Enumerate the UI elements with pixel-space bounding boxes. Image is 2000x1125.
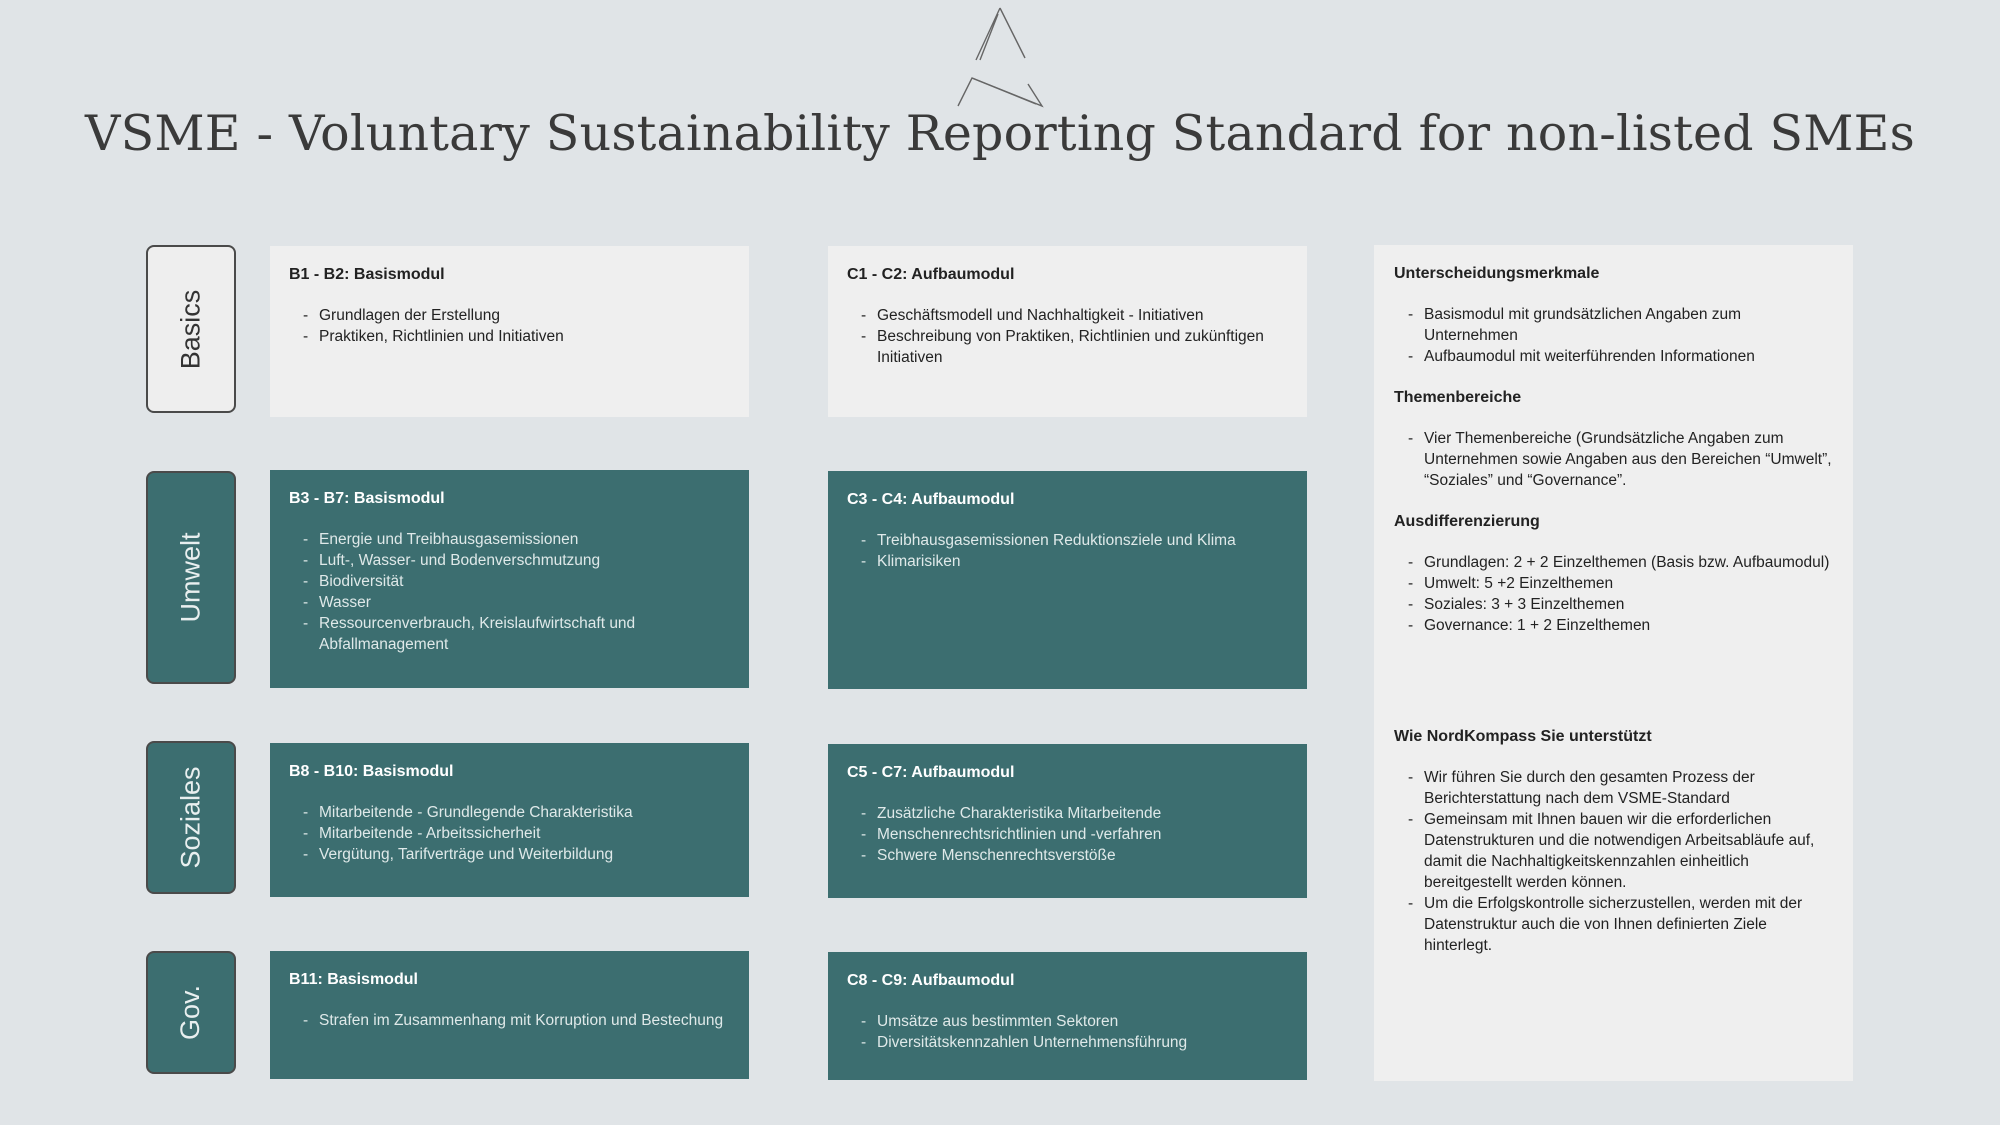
list-item: - Diversitätskennzahlen Unternehmensführung bbox=[861, 1032, 1287, 1053]
basis-card-umwelt bbox=[270, 470, 749, 688]
spacer bbox=[1394, 657, 1833, 727]
list-item: - Geschäftsmodell und Nachhaltigkeit - Initiativen bbox=[861, 305, 1287, 326]
list-item: - Energie und Treibhausgasemissionen bbox=[303, 529, 729, 550]
row-label-text: Basics bbox=[175, 289, 206, 369]
list-item: - Vergütung, Tarifverträge und Weiterbildung bbox=[303, 844, 729, 865]
row-label-soziales bbox=[146, 741, 236, 894]
basis-card-gov bbox=[270, 951, 749, 1079]
section-heading-nordkompass: Wie NordKompass Sie unterstützt bbox=[1394, 728, 1652, 745]
card-title: B1 - B2: Basismodul bbox=[289, 266, 445, 283]
section-list bbox=[1394, 552, 1833, 636]
card-list bbox=[289, 802, 729, 865]
card-title: C1 - C2: Aufbaumodul bbox=[847, 266, 1015, 283]
list-item: - Aufbaumodul mit weiterführenden Informationen bbox=[1408, 346, 1833, 367]
section-list bbox=[1394, 767, 1833, 956]
list-item: - Ressourcenverbrauch, Kreislaufwirtschaft und Abfallmanagement bbox=[303, 613, 729, 655]
list-item: - Klimarisiken bbox=[861, 551, 1287, 572]
aufbau-card-umwelt bbox=[828, 471, 1307, 689]
card-list bbox=[289, 529, 729, 655]
compass-logo-icon bbox=[950, 4, 1050, 110]
card-title: B11: Basismodul bbox=[289, 971, 418, 988]
list-item: - Basismodul mit grundsätzlichen Angaben zum Unternehmen bbox=[1408, 304, 1833, 346]
section-list bbox=[1394, 428, 1833, 491]
card-title: C3 - C4: Aufbaumodul bbox=[847, 491, 1015, 508]
card-list bbox=[847, 1011, 1287, 1053]
list-item: - Vier Themenbereiche (Grundsätzliche Angaben zum Unternehmen sowie Angaben aus den Bereichen “Umwelt”, “Soziales” und “Governance”. bbox=[1408, 428, 1833, 491]
list-item: - Wir führen Sie durch den gesamten Prozess der Berichterstattung nach dem VSME-Standard bbox=[1408, 767, 1833, 809]
aufbau-card-gov bbox=[828, 952, 1307, 1080]
list-item: - Soziales: 3 + 3 Einzelthemen bbox=[1408, 594, 1833, 615]
list-item: - Gemeinsam mit Ihnen bauen wir die erforderlichen Datenstrukturen und die notwendigen Arbeitsabläufe auf, damit die Nachhaltigkeitskennzahlen einheitlich bereitgestellt werden können. bbox=[1408, 809, 1833, 893]
section-heading-themenbereiche: Themenbereiche bbox=[1394, 389, 1522, 406]
row-label-text: Soziales bbox=[175, 766, 206, 869]
list-item: - Mitarbeitende - Arbeitssicherheit bbox=[303, 823, 729, 844]
row-label-basics bbox=[146, 245, 236, 413]
list-item: - Luft-, Wasser- und Bodenverschmutzung bbox=[303, 550, 729, 571]
list-item: - Biodiversität bbox=[303, 571, 729, 592]
list-item: - Zusätzliche Charakteristika Mitarbeitende bbox=[861, 803, 1287, 824]
card-title: B3 - B7: Basismodul bbox=[289, 490, 445, 507]
card-list bbox=[847, 530, 1287, 572]
card-title: C8 - C9: Aufbaumodul bbox=[847, 972, 1015, 989]
list-item: - Menschenrechtsrichtlinien und -verfahren bbox=[861, 824, 1287, 845]
list-item: - Wasser bbox=[303, 592, 729, 613]
section-list bbox=[1394, 304, 1833, 367]
list-item: - Schwere Menschenrechtsverstöße bbox=[861, 845, 1287, 866]
card-list bbox=[847, 803, 1287, 866]
list-item: - Beschreibung von Praktiken, Richtlinien und zukünftigen Initiativen bbox=[861, 326, 1287, 368]
list-item: - Governance: 1 + 2 Einzelthemen bbox=[1408, 615, 1833, 636]
list-item: - Umsätze aus bestimmten Sektoren bbox=[861, 1011, 1287, 1032]
list-item: - Grundlagen: 2 + 2 Einzelthemen (Basis bzw. Aufbaumodul) bbox=[1408, 552, 1833, 573]
section-heading-ausdifferenzierung: Ausdifferenzierung bbox=[1394, 513, 1540, 530]
list-item: - Treibhausgasemissionen Reduktionsziele und Klima bbox=[861, 530, 1287, 551]
list-item: - Umwelt: 5 +2 Einzelthemen bbox=[1408, 573, 1833, 594]
list-item: - Praktiken, Richtlinien und Initiativen bbox=[303, 326, 729, 347]
page-title: VSME - Voluntary Sustainability Reporting Standard for non-listed SMEs bbox=[85, 105, 1915, 162]
list-item: - Mitarbeitende - Grundlegende Charakteristika bbox=[303, 802, 729, 823]
card-title: C5 - C7: Aufbaumodul bbox=[847, 764, 1015, 781]
card-title: B8 - B10: Basismodul bbox=[289, 763, 454, 780]
section-heading-unterscheidungsmerkmale: Unterscheidungsmerkmale bbox=[1394, 265, 1600, 282]
card-list bbox=[289, 1010, 729, 1031]
row-label-text: Gov. bbox=[175, 984, 206, 1041]
list-item: - Grundlagen der Erstellung bbox=[303, 305, 729, 326]
row-label-gov bbox=[146, 951, 236, 1074]
basis-card-soziales bbox=[270, 743, 749, 897]
basis-card-basics bbox=[270, 246, 749, 417]
list-item: - Strafen im Zusammenhang mit Korruption und Bestechung bbox=[303, 1010, 729, 1031]
aufbau-card-basics bbox=[828, 246, 1307, 417]
card-list bbox=[847, 305, 1287, 368]
card-list bbox=[289, 305, 729, 347]
list-item: - Um die Erfolgskontrolle sicherzustellen, werden mit der Datenstruktur auch die von Ihnen definierten Ziele hinterlegt. bbox=[1408, 893, 1833, 956]
info-panel bbox=[1374, 245, 1853, 1081]
aufbau-card-soziales bbox=[828, 744, 1307, 898]
row-label-umwelt bbox=[146, 471, 236, 684]
row-label-text: Umwelt bbox=[175, 532, 206, 623]
